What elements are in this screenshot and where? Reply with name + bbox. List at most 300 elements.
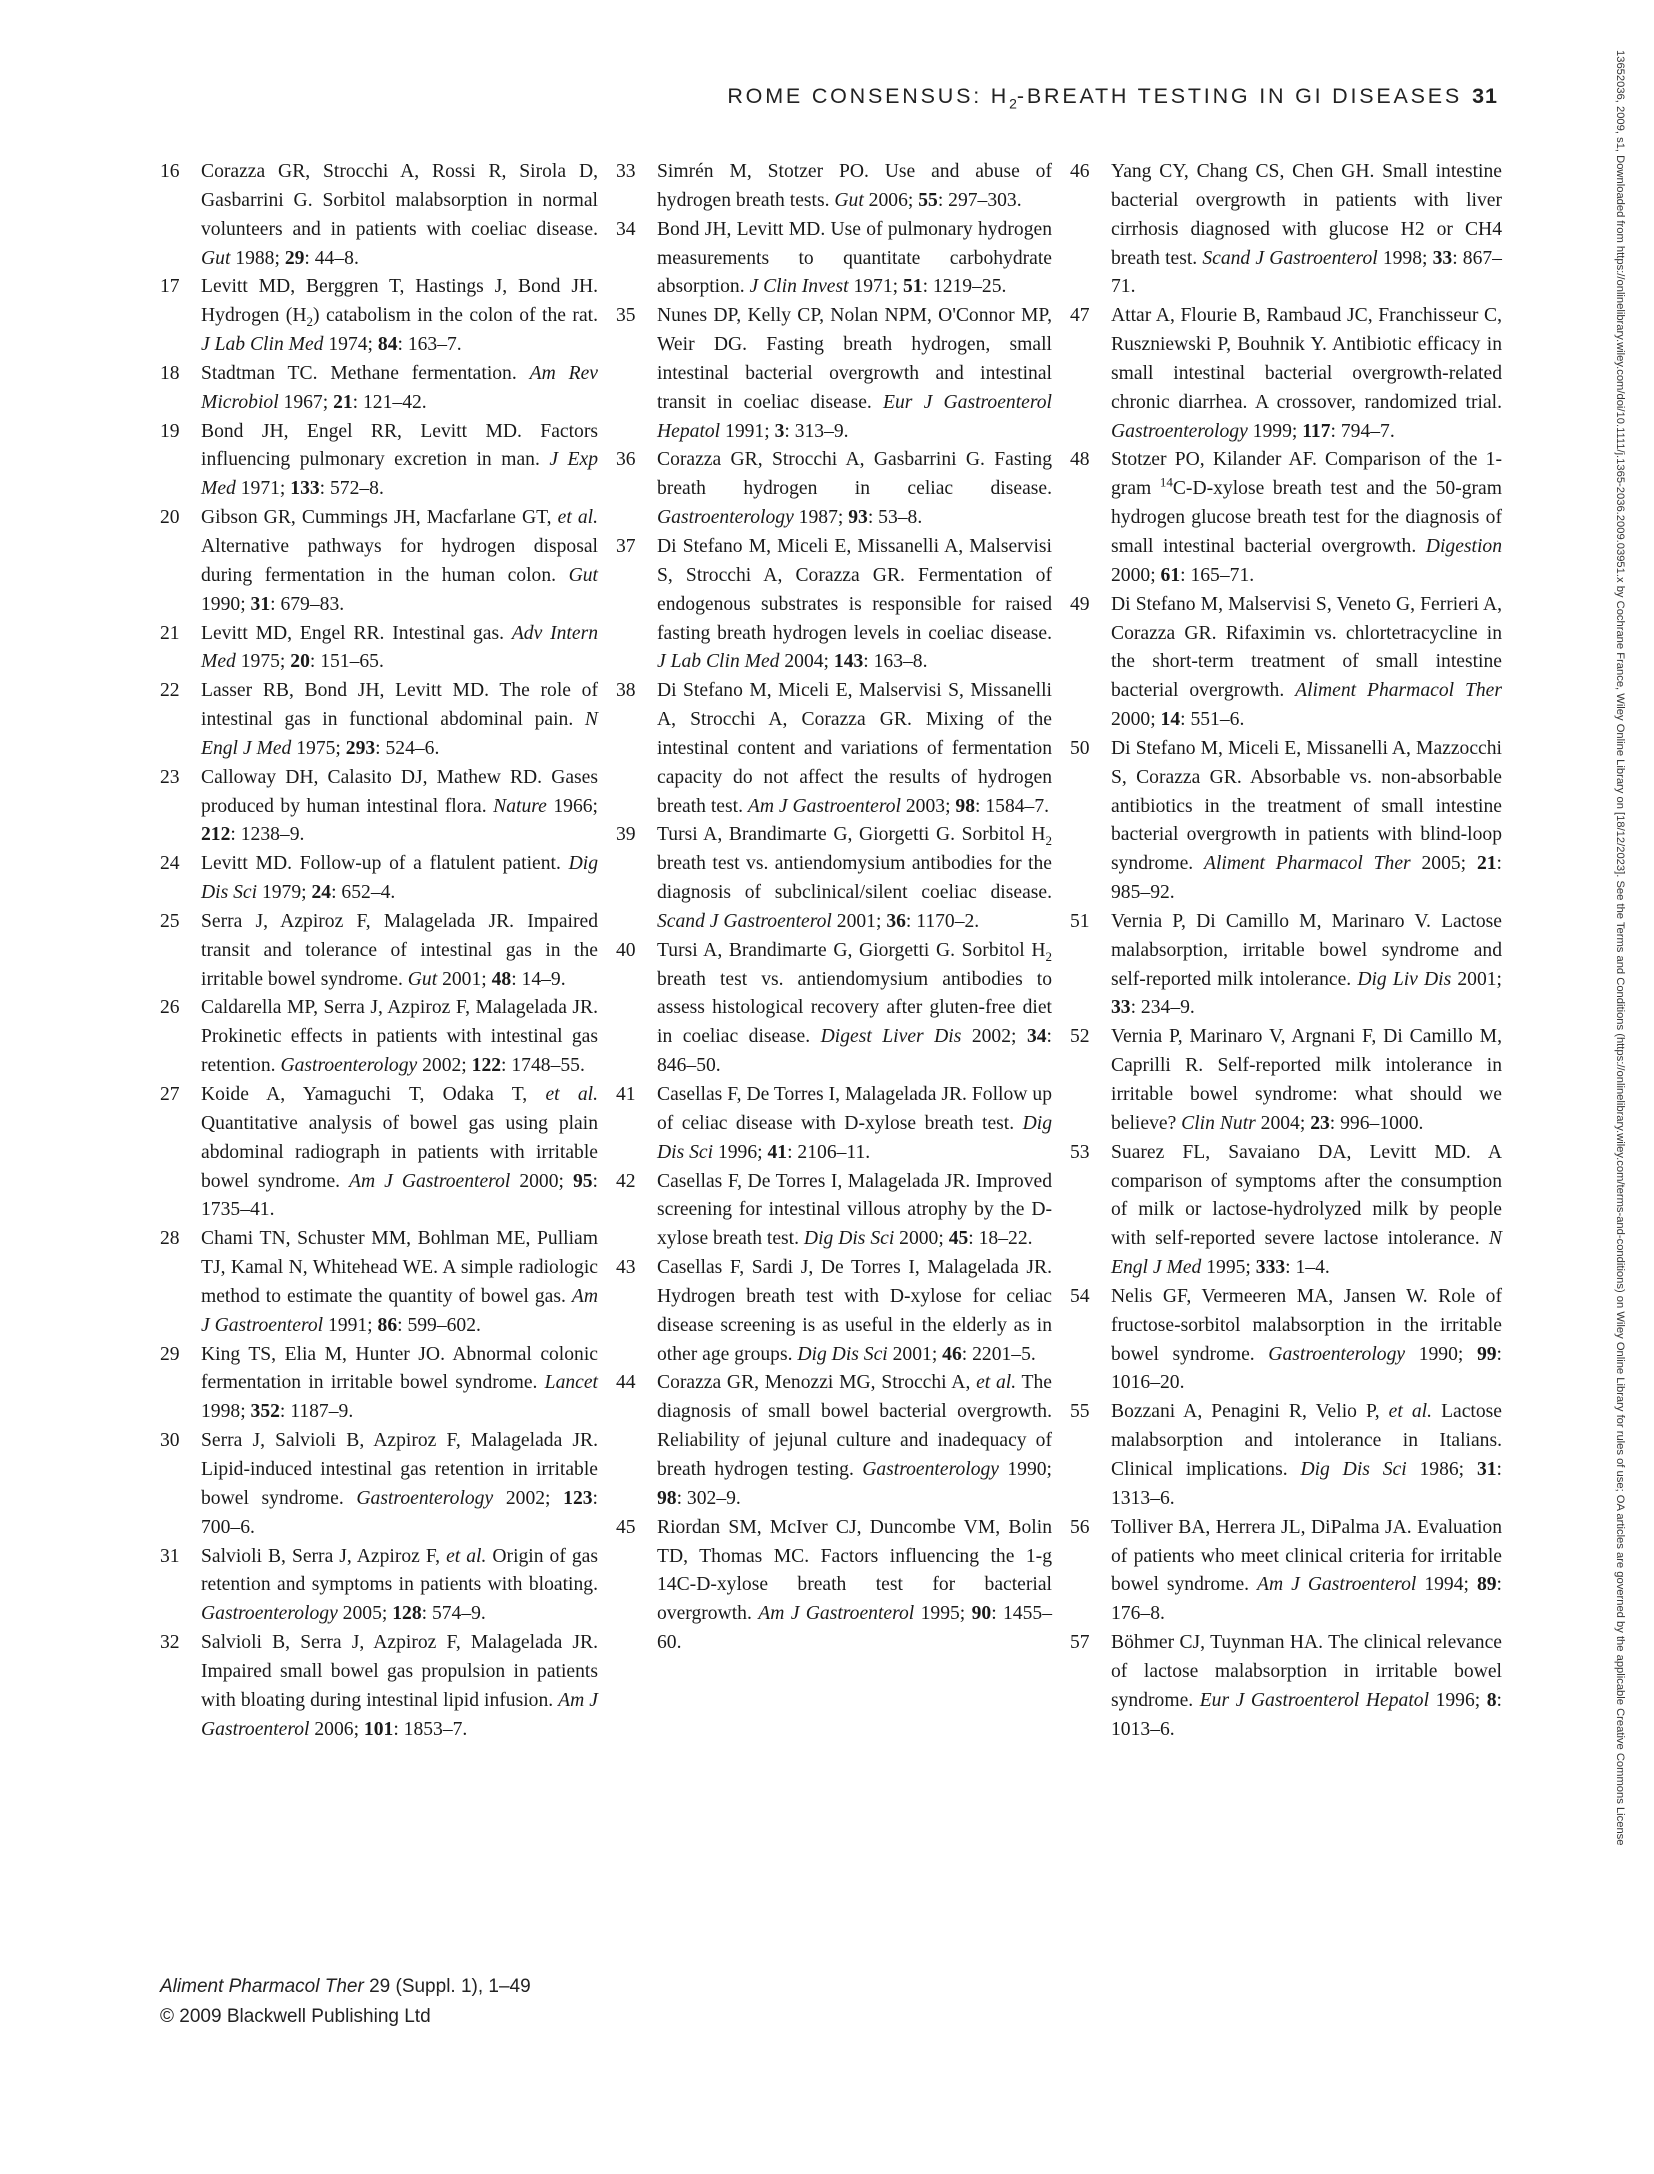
- reference-text-segment: Salvioli B, Serra J, Azpiroz F, Malagelada JR. Impaired small bowel gas propulsion in patients with bloating during intestinal lipid infusion.: [201, 1632, 598, 1711]
- reference-text-segment: : 44–8.: [304, 247, 359, 269]
- reference-text-segment: : 572–8.: [319, 478, 384, 500]
- reference-source: Dig Dis Sci: [1300, 1458, 1407, 1480]
- reference-number: 30: [160, 1430, 180, 1452]
- reference-text-segment: 2000;: [894, 1228, 949, 1250]
- reference-text-segment: 1967;: [278, 391, 334, 413]
- reference-number: 18: [160, 362, 180, 384]
- reference-text-segment: Di Stefano M, Miceli E, Malservisi S, Missanelli A, Strocchi A, Corazza GR. Mixing of the intestinal content and variations of fermentation capacity do not affect the results of hydrogen breath test.: [657, 680, 1052, 817]
- reference-text-segment: : 1170–2.: [905, 910, 980, 932]
- reference-source: Dig Dis Sci: [803, 1228, 895, 1250]
- reference-text-segment: Di Stefano M, Miceli E, Missanelli A, Mazzocchi S, Corazza GR. Absorbable vs. non-absorbable antibiotics in the treatment of small intestine bacterial overgrowth in patients with blind-loop syndrome.: [1111, 737, 1502, 875]
- reference-volume: 143: [833, 651, 864, 673]
- reference-source: Gastroenterology: [862, 1458, 999, 1480]
- reference-text-segment: Bozzani A, Penagini R, Velio P,: [1111, 1401, 1389, 1423]
- reference-text-segment: 1979;: [257, 882, 312, 904]
- reference-entry: [616, 216, 1052, 303]
- reference-text-segment: ) catabolism in the colon of the rat.: [312, 305, 598, 327]
- reference-text-segment: 1994;: [1416, 1574, 1477, 1596]
- reference-text-segment: 1987;: [793, 507, 849, 529]
- reference-text-segment: : 985–92.: [1111, 853, 1502, 904]
- reference-entry: [160, 850, 598, 908]
- reference-volume: 293: [345, 737, 376, 759]
- reference-entry: [1070, 446, 1502, 590]
- reference-volume: 31: [1476, 1458, 1497, 1480]
- reference-text-segment: 2001;: [831, 910, 887, 932]
- reference-text: [1111, 302, 1502, 446]
- reference-volume: 21: [333, 391, 353, 413]
- reference-number: 42: [616, 1170, 636, 1192]
- reference-number: 46: [1070, 161, 1090, 182]
- reference-text-segment: Vernia P, Marinaro V, Argnani F, Di Camillo M, Caprilli R. Self-reported milk intolerance in irritable bowel syndrome: what should we believe?: [1111, 1026, 1502, 1134]
- reference-source: Digest Liver Dis: [820, 1026, 962, 1048]
- reference-volume: 55: [918, 189, 938, 211]
- reference-number: 34: [616, 218, 636, 240]
- reference-text-segment: 1996;: [1429, 1689, 1487, 1711]
- reference-source: Eur J Gastroenterol Hepatol: [657, 391, 1052, 442]
- reference-source: Gastroenterology: [356, 1487, 494, 1509]
- reference-text-segment: Salvioli B, Serra J, Azpiroz F,: [201, 1545, 447, 1567]
- reference-text-segment: Levitt MD, Engel RR. Intestinal gas.: [201, 622, 512, 644]
- reference-text-segment: : 1219–25.: [922, 276, 1007, 298]
- reference-text-segment: 2001;: [437, 968, 492, 990]
- reference-volume: 33: [1432, 247, 1453, 269]
- reference-entry: [160, 620, 598, 678]
- reference-text-segment: Stadtman TC. Methane fermentation.: [201, 362, 530, 384]
- reference-text-segment: 1974;: [323, 334, 378, 356]
- reference-entry: [616, 1514, 1052, 1658]
- reference-entry: [616, 821, 1052, 936]
- reference-source: Aliment Pharmacol Ther: [1204, 853, 1411, 875]
- reference-number: 55: [1070, 1401, 1090, 1423]
- reference-volume: 86: [377, 1314, 398, 1336]
- reference-entry: [160, 994, 598, 1081]
- reference-text-segment: The diagnosis of small bowel bacterial overgrowth. Reliability of jejunal culture and inadequacy of breath hydrogen testing.: [657, 1372, 1053, 1480]
- reference-entry: [1070, 1514, 1502, 1629]
- reference-entry: [616, 446, 1052, 533]
- reference-text-segment: Origin of gas retention and symptoms in patients with bloating.: [201, 1545, 599, 1596]
- reference-volume: 128: [392, 1603, 422, 1625]
- reference-entry: [1070, 1398, 1502, 1513]
- reference-text-segment: Simrén M, Stotzer PO. Use and abuse of hydrogen breath tests.: [657, 161, 1052, 211]
- reference-text: [201, 677, 598, 764]
- reference-text-segment: 1995;: [914, 1603, 972, 1625]
- reference-text: [201, 1081, 598, 1225]
- reference-entry: [1070, 1283, 1502, 1398]
- reference-volume: 212: [201, 824, 231, 846]
- reference-volume: 98: [657, 1487, 677, 1509]
- reference-volume: 99: [1476, 1343, 1497, 1365]
- reference-entry: [160, 1543, 598, 1630]
- reference-text-segment: 2004;: [1255, 1112, 1311, 1134]
- reference-text: [657, 1168, 1052, 1255]
- reference-source: et al.: [446, 1545, 487, 1567]
- reference-entry: [1070, 735, 1502, 908]
- reference-entry: [616, 677, 1052, 821]
- reference-text-segment: : 14–9.: [511, 968, 566, 990]
- reference-text-segment: 1971;: [235, 478, 291, 500]
- reference-text-segment: 2000;: [1111, 709, 1161, 731]
- reference-text: [201, 908, 598, 995]
- reference-source: Aliment Pharmacol Ther: [1295, 680, 1502, 702]
- reference-text: [1111, 446, 1502, 590]
- reference-text-segment: Nelis GF, Vermeeren MA, Jansen W. Role of fructose-sorbitol malabsorption in the irritable bowel syndrome.: [1111, 1285, 1502, 1365]
- reference-number: 52: [1070, 1026, 1090, 1048]
- reference-text-segment: : 1853–7.: [393, 1718, 468, 1740]
- reference-source: Scand J Gastroenterol: [657, 910, 832, 932]
- reference-text: [657, 446, 1052, 533]
- reference-text: [1111, 1139, 1502, 1283]
- reference-text-segment: Riordan SM, McIver CJ, Duncombe VM, Bolin TD, Thomas MC. Factors influencing the 1-g 14C-D-xylose breath test for bacterial overgrowth.: [657, 1516, 1052, 1625]
- reference-number: 35: [616, 305, 636, 327]
- reference-text-segment: : 794–7.: [1330, 420, 1395, 442]
- reference-source: Nature: [493, 795, 547, 817]
- reference-text-segment: Lasser RB, Bond JH, Levitt MD. The role of intestinal gas in functional abdominal pain.: [201, 680, 598, 731]
- reference-entry: [616, 1168, 1052, 1255]
- reference-text-segment: Di Stefano M, Miceli E, Missanelli A, Malservisi S, Strocchi A, Corazza GR. Fermentation of endogenous substrates is responsible for raised fasting breath hydrogen levels in coeliac disease.: [657, 535, 1052, 644]
- reference-volume: 61: [1160, 564, 1181, 586]
- reference-number: 43: [616, 1257, 636, 1279]
- reference-text-segment: Chami TN, Schuster MM, Bohlman ME, Pulliam TJ, Kamal N, Whitehead WE. A simple radiologic method to estimate the quantity of bowel gas.: [201, 1228, 598, 1307]
- reference-source: J Lab Clin Med: [201, 334, 324, 356]
- reference-text: [1111, 1398, 1502, 1513]
- reference-entry: [1070, 1139, 1502, 1283]
- reference-source: Gastroenterology: [1268, 1343, 1406, 1365]
- reference-number: 20: [160, 507, 180, 529]
- reference-text-segment: 2003;: [900, 795, 956, 817]
- reference-text: [1111, 1283, 1502, 1398]
- reference-text-segment: 2001;: [887, 1343, 943, 1365]
- reference-text-segment: Serra J, Salvioli B, Azpiroz F, Malagelada JR. Lipid-induced intestinal gas retention in irritable bowel syndrome.: [201, 1430, 598, 1509]
- reference-number: 27: [160, 1084, 180, 1105]
- reference-text-segment: : 163–8.: [863, 651, 928, 673]
- reference-source: Gastroenterology: [280, 1055, 418, 1077]
- reference-column-3: [1070, 158, 1502, 1744]
- reference-text-segment: Bond JH, Levitt MD. Use of pulmonary hydrogen measurements to quantitate carbohydrate absorption.: [657, 218, 1052, 298]
- reference-text: [657, 937, 1052, 1081]
- reference-entry: [616, 1369, 1052, 1513]
- reference-number: 51: [1070, 910, 1090, 932]
- reference-source: J Clin Invest: [749, 276, 849, 298]
- reference-text-segment: 2004;: [779, 651, 834, 673]
- reference-volume: 333: [1255, 1257, 1286, 1279]
- reference-text-segment: : 2106–11.: [787, 1141, 871, 1163]
- reference-entry: [160, 1225, 598, 1340]
- reference-text-segment: Suarez FL, Savaiano DA, Levitt MD. A comparison of symptoms after the consumption of milk or lactose-hydrolyzed milk by people with self-reported severe lactose intolerance.: [1111, 1141, 1502, 1250]
- reference-text-segment: 1975;: [235, 651, 291, 673]
- reference-entry: [616, 937, 1052, 1081]
- reference-entry: [1070, 908, 1502, 1023]
- reference-text-segment: 1990;: [1405, 1343, 1477, 1365]
- reference-source: Digestion: [1425, 535, 1502, 557]
- reference-entry: [1070, 302, 1502, 446]
- reference-text-segment: Tursi A, Brandimarte G, Giorgetti G. Sorbitol H: [657, 824, 1046, 846]
- reference-volume: 90: [971, 1603, 992, 1625]
- reference-text-segment: Calloway DH, Calasito DJ, Mathew RD. Gases produced by human intestinal flora.: [201, 766, 598, 817]
- reference-text-segment: 2005;: [1410, 853, 1477, 875]
- reference-text-segment: : 302–9.: [676, 1487, 741, 1509]
- reference-text-segment: Bond JH, Engel RR, Levitt MD. Factors influencing pulmonary excretion in man.: [201, 420, 598, 471]
- reference-text-segment: Vernia P, Di Camillo M, Marinaro V. Lactose malabsorption, irritable bowel syndrome and self-reported milk intolerance.: [1111, 910, 1502, 990]
- reference-text: [657, 677, 1052, 821]
- reference-source: Clin Nutr: [1181, 1112, 1256, 1134]
- reference-text-segment: breath test vs. antiendomysium antibodies to assess histological recovery after gluten-free diet in coeliac disease.: [657, 968, 1052, 1048]
- reference-text-segment: Yang CY, Chang CS, Chen GH. Small intestine bacterial overgrowth in patients with liver cirrhosis diagnosed with glucose H2 or CH4 breath test.: [1111, 161, 1502, 269]
- reference-source: et al.: [557, 507, 598, 529]
- reference-superscript: 14: [1159, 474, 1173, 490]
- reference-text-segment: : 1313–6.: [1111, 1458, 1502, 1509]
- reference-volume: 33: [1111, 997, 1131, 1019]
- reference-text-segment: 2002;: [961, 1026, 1027, 1048]
- reference-volume: 21: [1476, 853, 1497, 875]
- reference-number: 39: [616, 824, 636, 846]
- reference-text: [201, 418, 598, 505]
- reference-text-segment: : 313–9.: [784, 420, 849, 442]
- reference-text: [201, 994, 598, 1081]
- reference-text-segment: : 297–303.: [937, 189, 1022, 211]
- reference-text: [1111, 1629, 1502, 1744]
- reference-text-segment: : 1016–20.: [1111, 1343, 1502, 1394]
- reference-volume: 8: [1486, 1689, 1497, 1711]
- reference-entry: [160, 677, 598, 764]
- reference-entry: [160, 1081, 598, 1225]
- reference-number: 16: [160, 161, 180, 182]
- reference-text-segment: 1971;: [848, 276, 903, 298]
- reference-entry: [1070, 591, 1502, 735]
- reference-entry: [160, 273, 598, 360]
- reference-number: 41: [616, 1084, 636, 1105]
- reference-text-segment: 1998;: [1377, 247, 1433, 269]
- reference-number: 31: [160, 1545, 180, 1567]
- footer-copyright: © 2009 Blackwell Publishing Ltd: [160, 2006, 431, 2027]
- reference-text: [201, 1225, 598, 1340]
- reference-text-segment: : 551–6.: [1180, 709, 1245, 731]
- reference-text-segment: : 1238–9.: [230, 824, 305, 846]
- reference-text: [1111, 591, 1502, 735]
- reference-text: [201, 360, 598, 418]
- reference-text-segment: : 1013–6.: [1111, 1689, 1502, 1740]
- reference-entry: [160, 504, 598, 619]
- reference-text-segment: Attar A, Flourie B, Rambaud JC, Franchisseur C, Ruszniewski P, Bouhnik Y. Antibiotic efficacy in small intestinal bacterial overgrowth-related chronic diarrhea. A crossover, randomized trial.: [1111, 305, 1502, 413]
- reference-number: 47: [1070, 305, 1090, 327]
- reference-source: Am Rev Microbiol: [201, 362, 598, 413]
- reference-number: 29: [160, 1343, 180, 1365]
- reference-text: [201, 273, 598, 360]
- reference-text-segment: Tolliver BA, Herrera JL, DiPalma JA. Evaluation of patients who meet clinical criteria for irritable bowel syndrome.: [1111, 1516, 1502, 1596]
- reference-text-segment: 1998;: [201, 1401, 251, 1423]
- reference-text-segment: Levitt MD. Follow-up of a flatulent patient.: [201, 853, 569, 875]
- reference-text-segment: Böhmer CJ, Tuynman HA. The clinical relevance of lactose malabsorption in irritable bowel syndrome.: [1111, 1632, 1502, 1711]
- reference-text-segment: 1995;: [1201, 1257, 1256, 1279]
- reference-text: [201, 1543, 598, 1630]
- reference-text: [657, 1254, 1052, 1369]
- reference-column-1: [160, 158, 598, 1744]
- reference-text-segment: : 53–8.: [867, 507, 923, 529]
- reference-volume: 123: [563, 1487, 593, 1509]
- reference-text: [657, 1514, 1052, 1658]
- reference-number: 37: [616, 535, 636, 557]
- reference-number: 38: [616, 680, 636, 702]
- reference-source: Am J Gastroenterol: [201, 1285, 598, 1336]
- reference-text: [201, 504, 598, 619]
- reference-volume: 45: [948, 1228, 969, 1250]
- reference-text-segment: Tursi A, Brandimarte G, Giorgetti G. Sorbitol H: [657, 939, 1046, 961]
- reference-text-segment: 1975;: [291, 737, 346, 759]
- reference-text-segment: : 524–6.: [375, 737, 440, 759]
- reference-text-segment: : 1187–9.: [279, 1401, 354, 1423]
- reference-text: [657, 302, 1052, 446]
- reference-source: Gut: [568, 564, 598, 586]
- reference-entry: [616, 158, 1052, 216]
- reference-text-segment: Casellas F, De Torres I, Malagelada JR. Improved screening for intestinal villous atrophy by the D-xylose breath test.: [657, 1170, 1052, 1250]
- reference-number: 54: [1070, 1285, 1090, 1307]
- running-head-title-text: ROME CONSENSUS: H: [727, 84, 1010, 108]
- reference-source: Dig Liv Dis: [1357, 968, 1452, 990]
- reference-text-segment: : 679–83.: [270, 593, 345, 615]
- reference-text: [657, 158, 1052, 216]
- page-footer: [160, 1972, 531, 2032]
- reference-volume: 101: [363, 1718, 394, 1740]
- reference-text-segment: 1966;: [546, 795, 598, 817]
- reference-text-segment: 1988;: [230, 247, 285, 269]
- reference-number: 26: [160, 997, 180, 1019]
- reference-source: Adv Intern Med: [201, 622, 598, 673]
- reference-text: [201, 620, 598, 678]
- reference-source: Gut: [201, 247, 231, 269]
- reference-number: 36: [616, 449, 636, 471]
- reference-number: 22: [160, 680, 180, 702]
- reference-text: [201, 1629, 598, 1744]
- reference-volume: 14: [1160, 709, 1181, 731]
- reference-text-segment: : 1584–7.: [975, 795, 1050, 817]
- reference-text-segment: Di Stefano M, Malservisi S, Veneto G, Ferrieri A, Corazza GR. Rifaximin vs. chlortetracycline in the short-term treatment of small intestine bacterial overgrowth.: [1111, 593, 1502, 702]
- reference-text-segment: 2000;: [510, 1170, 573, 1192]
- running-head-title: [727, 84, 1463, 112]
- reference-entry: [616, 533, 1052, 677]
- reference-text-segment: : 2201–5.: [961, 1343, 1036, 1365]
- reference-volume: 3: [774, 420, 785, 442]
- reference-volume: 36: [886, 910, 906, 932]
- reference-text-segment: 1996;: [713, 1141, 768, 1163]
- reference-number: 48: [1070, 449, 1090, 471]
- reference-entry: [160, 158, 598, 273]
- reference-source: Gastroenterology: [201, 1603, 338, 1625]
- reference-text-segment: Corazza GR, Strocchi A, Gasbarrini G. Fasting breath hydrogen in celiac disease.: [657, 449, 1052, 500]
- reference-text: [1111, 1514, 1502, 1629]
- reference-volume: 133: [290, 478, 320, 500]
- reference-text-segment: Nunes DP, Kelly CP, Nolan NPM, O'Connor MP, Weir DG. Fasting breath hydrogen, small intestinal bacterial overgrowth and intestinal transit in coeliac disease.: [657, 305, 1052, 413]
- reference-text: [201, 764, 598, 851]
- reference-number: 45: [616, 1516, 636, 1538]
- reference-volume: 31: [250, 593, 271, 615]
- reference-text-segment: 2006;: [863, 189, 919, 211]
- reference-number: 25: [160, 910, 180, 932]
- reference-source: Am J Gastroenterol: [1257, 1574, 1417, 1596]
- reference-volume: 95: [572, 1170, 593, 1192]
- reference-number: 17: [160, 276, 180, 298]
- reference-text: [657, 216, 1052, 303]
- footer-journal: Aliment Pharmacol Ther: [160, 1976, 364, 1997]
- reference-text-segment: Caldarella MP, Serra J, Azpiroz F, Malagelada JR. Prokinetic effects in patients with intestinal gas retention.: [201, 997, 598, 1077]
- reference-entry: [616, 1254, 1052, 1369]
- reference-volume: 352: [250, 1401, 280, 1423]
- reference-entry: [160, 1341, 598, 1428]
- reference-source: Lancet: [544, 1372, 598, 1394]
- footer-volume: 29 (Suppl. 1), 1–49: [363, 1976, 531, 1997]
- reference-entry: [616, 1081, 1052, 1168]
- reference-text: [1111, 158, 1502, 302]
- reference-source: Scand J Gastroenterol: [1202, 247, 1378, 269]
- reference-text-segment: 1991;: [720, 420, 775, 442]
- reference-volume: 48: [491, 968, 512, 990]
- running-head-title-text-end: -BREATH TESTING IN GI DISEASES: [1016, 84, 1463, 108]
- reference-text-segment: Lactose malabsorption and intolerance in Italians. Clinical implications.: [1111, 1401, 1502, 1480]
- reference-source: et al.: [545, 1084, 598, 1105]
- reference-text: [1111, 735, 1502, 908]
- reference-text: [1111, 1023, 1502, 1138]
- reference-source: Dig Dis Sci: [657, 1112, 1052, 1163]
- reference-subscript: 2: [306, 314, 313, 330]
- reference-text-segment: Koide A, Yamaguchi T, Odaka T,: [201, 1084, 546, 1105]
- reference-subscript: 2: [1045, 948, 1052, 964]
- reference-text: [201, 158, 598, 273]
- reference-number: 50: [1070, 737, 1090, 759]
- reference-source: N Engl J Med: [201, 709, 598, 759]
- reference-number: 33: [616, 161, 636, 182]
- reference-text-segment: 2002;: [417, 1055, 472, 1077]
- reference-text-segment: 1991;: [323, 1314, 378, 1336]
- footer-citation: [160, 1972, 531, 2002]
- page-number: 31: [1472, 84, 1498, 108]
- reference-entry: [160, 360, 598, 418]
- reference-text-segment: : 1455–60.: [657, 1603, 1052, 1654]
- reference-text-segment: 2006;: [309, 1718, 364, 1740]
- reference-text-segment: : 1735–41.: [201, 1170, 598, 1221]
- reference-text-segment: Corazza GR, Menozzi MG, Strocchi A,: [657, 1372, 977, 1394]
- reference-volume: 23: [1310, 1112, 1330, 1134]
- reference-text-segment: 2005;: [337, 1603, 393, 1625]
- reference-text-segment: : 1–4.: [1285, 1257, 1330, 1279]
- reference-source: Gastroenterology: [657, 507, 794, 529]
- reference-text-segment: : 176–8.: [1111, 1574, 1502, 1625]
- reference-source: Am J Gastroenterol: [201, 1689, 598, 1740]
- reference-text: [657, 1081, 1052, 1168]
- reference-volume: 122: [471, 1055, 502, 1077]
- reference-text-segment: : 1748–55.: [501, 1055, 585, 1077]
- reference-text-segment: : 700–6.: [201, 1487, 598, 1538]
- reference-text-segment: Alternative pathways for hydrogen disposal during fermentation in the human colon.: [201, 535, 598, 586]
- reference-volume: 84: [377, 334, 398, 356]
- reference-text-segment: Corazza GR, Strocchi A, Rossi R, Sirola D, Gasbarrini G. Sorbitol malabsorption in normal volunteers and in patients with coeliac disease.: [201, 161, 598, 240]
- reference-text-segment: Levitt MD, Berggren T, Hastings J, Bond JH. Hydrogen (H: [201, 276, 598, 327]
- reference-entry: [1070, 1629, 1502, 1744]
- reference-volume: 24: [311, 882, 332, 904]
- reference-entry: [1070, 1023, 1502, 1138]
- reference-text-segment: : 996–1000.: [1329, 1112, 1424, 1134]
- reference-entry: [160, 908, 598, 995]
- reference-text-segment: breath test vs. antiendomysium antibodies for the diagnosis of subclinical/silent coeliac disease.: [657, 853, 1052, 904]
- reference-source: Dig Dis Sci: [797, 1343, 888, 1365]
- reference-number: 24: [160, 853, 180, 875]
- reference-volume: 117: [1302, 420, 1331, 442]
- reference-text: [657, 533, 1052, 677]
- reference-text-segment: 1999;: [1247, 420, 1303, 442]
- reference-text-segment: 2002;: [493, 1487, 564, 1509]
- reference-text-segment: : 652–4.: [331, 882, 396, 904]
- reference-text-segment: 1990;: [201, 593, 251, 615]
- reference-source: Am J Gastroenterol: [747, 795, 901, 817]
- reference-number: 44: [616, 1372, 636, 1394]
- reference-number: 49: [1070, 593, 1090, 615]
